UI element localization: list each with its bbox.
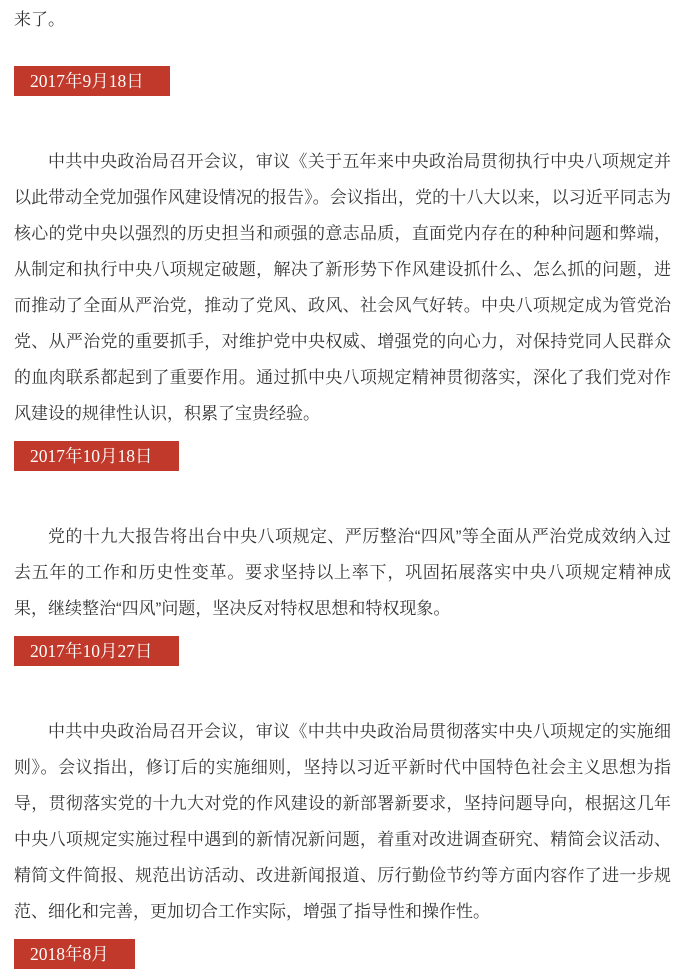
intro-paragraph: 来了。	[14, 10, 65, 29]
timeline-entry	[14, 57, 671, 432]
date-badge: 2017年10月18日	[14, 441, 179, 471]
entry-paragraph: 中共中央政治局召开会议，审议《中共中央政治局贯彻落实中央八项规定的实施细则》。会议指出，修订后的实施细则，坚持以习近平新时代中国特色社会主义思想为指导，贯彻落实党的十九大对党的作风建设的新部署新要求，坚持问题导向，根据这几年中央八项规定实施过程中遇到的新情况新问题，着重对改进调查研究、精简会议活动、精简文件简报、规范出访活动、改进新闻报道、厉行勤俭节约等方面内容作了进一步规范、细化和完善，更加切合工作实际，增强了指导性和操作性。	[14, 722, 671, 921]
entry-paragraph: 党的十九大报告将出台中央八项规定、严厉整治“四风”等全面从严治党成效纳入过去五年的工作和历史性变革。要求坚持以上率下，巩固拓展落实中央八项规定精神成果，继续整治“四风”问题，坚决反对特权思想和特权现象。	[14, 527, 671, 618]
timeline-entry	[14, 930, 671, 973]
article-page	[14, 2, 671, 973]
date-badge: 2017年10月27日	[14, 636, 179, 666]
timeline-entry	[14, 432, 671, 627]
date-badge: 2018年8月	[14, 939, 135, 969]
timeline-entry	[14, 627, 671, 930]
date-badge: 2017年9月18日	[14, 66, 170, 96]
entry-paragraph: 中共中央政治局召开会议，审议《关于五年来中央政治局贯彻执行中央八项规定并以此带动全党加强作风建设情况的报告》。会议指出，党的十八大以来，以习近平同志为核心的党中央以强烈的历史担当和顽强的意志品质，直面党内存在的种种问题和弊端，从制定和执行中央八项规定破题，解决了新形势下作风建设抓什么、怎么抓的问题，进而推动了全面从严治党，推动了党风、政风、社会风气好转。中央八项规定成为管党治党、从严治党的重要抓手，对维护党中央权威、增强党的向心力，对保持党同人民群众的血肉联系都起到了重要作用。通过抓中央八项规定精神贯彻落实，深化了我们党对作风建设的规律性认识，积累了宝贵经验。	[14, 152, 671, 423]
